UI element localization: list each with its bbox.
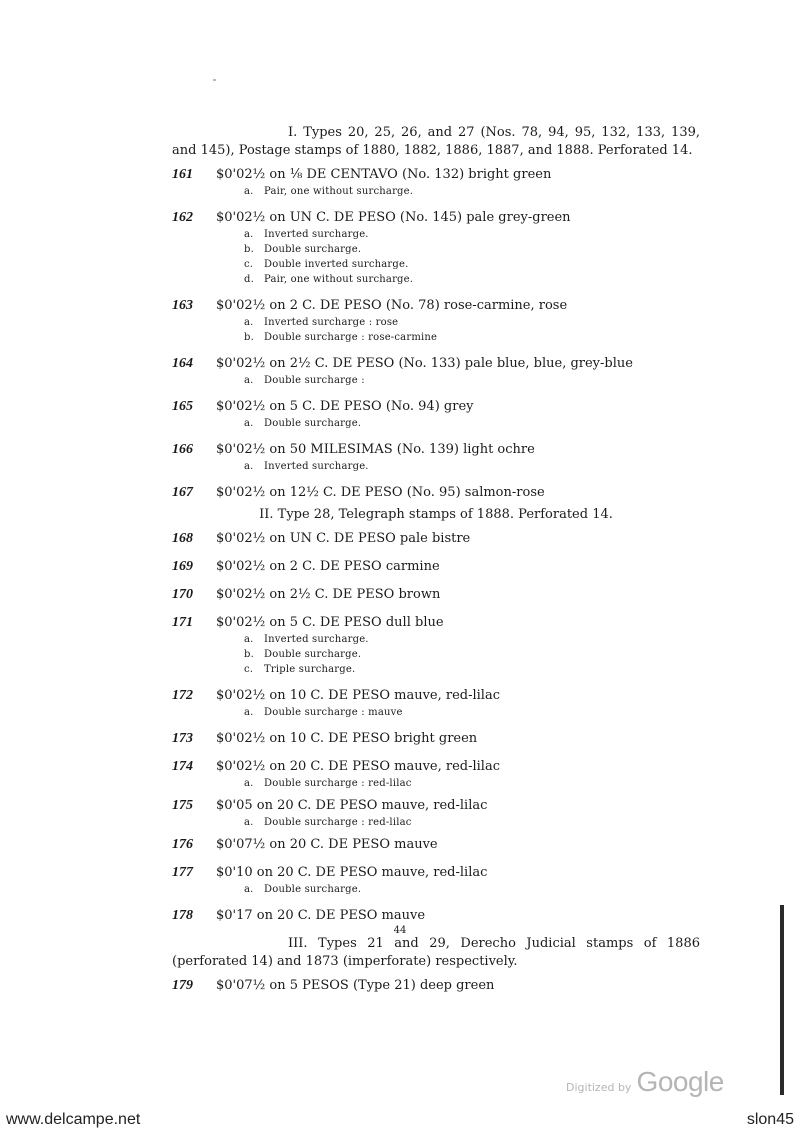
entry-description: $0'02½ on ⅛ DE CENTAVO (No. 132) bright green <box>216 167 552 182</box>
entry-description: $0'02½ on 50 MILESIMAS (No. 139) light ochre <box>216 442 535 457</box>
entry-number: 163 <box>172 298 193 313</box>
page-number: 44 <box>393 925 407 936</box>
entry-number: 175 <box>172 798 193 813</box>
sub-letter: a. <box>244 884 254 895</box>
sub-variety <box>244 184 700 199</box>
entry-number: 176 <box>172 837 193 852</box>
sub-variety <box>244 242 700 257</box>
entry-description: $0'02½ on 5 C. DE PESO dull blue <box>216 615 444 630</box>
sub-text: Triple surcharge. <box>264 664 356 675</box>
sub-text: Inverted surcharge. <box>264 229 369 240</box>
sub-letter: a. <box>244 461 254 472</box>
sub-letter: a. <box>244 317 254 328</box>
catalogue-entry <box>172 730 700 748</box>
sub-letter: b. <box>244 649 254 660</box>
sub-variety <box>244 416 700 431</box>
entry-number: 169 <box>172 559 193 574</box>
sub-variety <box>244 272 700 287</box>
sub-text: Double surcharge : mauve <box>264 707 403 718</box>
catalogue-entry <box>172 441 700 474</box>
entry-description: $0'10 on 20 C. DE PESO mauve, red-lilac <box>216 865 488 880</box>
catalogue-entry <box>172 907 700 925</box>
entry-description: $0'17 on 20 C. DE PESO mauve <box>216 908 426 923</box>
sub-variety <box>244 330 700 345</box>
entry-number: 168 <box>172 531 193 546</box>
section-heading-3: III. Types 21 and 29, Derecho Judicial stamps of 1886 (perforated 14) and 1873 (imperforate) respectively. <box>172 936 700 969</box>
sub-text: Inverted surcharge. <box>264 461 369 472</box>
entry-number: 177 <box>172 865 193 880</box>
section-heading-2: II. Type 28, Telegraph stamps of 1888. Perforated 14. <box>259 507 613 522</box>
sub-variety <box>244 776 700 791</box>
sub-letter: c. <box>244 259 254 270</box>
entry-description: $0'02½ on UN C. DE PESO pale bistre <box>216 531 471 546</box>
sub-variety <box>244 459 700 474</box>
sub-letter: a. <box>244 186 254 197</box>
sub-text: Double surcharge : red-lilac <box>264 817 412 828</box>
sub-letter: a. <box>244 418 254 429</box>
sub-variety <box>244 815 700 830</box>
sub-text: Double inverted surcharge. <box>264 259 409 270</box>
entry-description: $0'02½ on UN C. DE PESO (No. 145) pale grey-green <box>216 210 571 225</box>
sub-variety <box>244 662 700 677</box>
entry-description: $0'05 on 20 C. DE PESO mauve, red-lilac <box>216 798 488 813</box>
sub-text: Double surcharge. <box>264 244 362 255</box>
entry-description: $0'02½ on 2 C. DE PESO carmine <box>216 559 440 574</box>
sub-letter: a. <box>244 817 254 828</box>
entry-description: $0'02½ on 20 C. DE PESO mauve, red-lilac <box>216 759 501 774</box>
sub-text: Double surcharge. <box>264 884 362 895</box>
sub-text: Double surcharge. <box>264 418 362 429</box>
sub-text: Double surcharge : <box>264 375 365 386</box>
catalogue-entry <box>172 687 700 720</box>
sub-text: Double surcharge : red-lilac <box>264 778 412 789</box>
watermark-prefix: Digitized by <box>566 1081 632 1094</box>
sub-variety <box>244 257 700 272</box>
sub-variety <box>244 647 700 662</box>
entry-description: $0'02½ on 10 C. DE PESO mauve, red-lilac <box>216 688 501 703</box>
sub-letter: a. <box>244 778 254 789</box>
entry-description: $0'02½ on 2½ C. DE PESO (No. 133) pale blue, blue, grey-blue <box>216 356 633 371</box>
sub-text: Double surcharge : rose-carmine <box>264 332 438 343</box>
sub-letter: d. <box>244 274 254 285</box>
entry-description: $0'02½ on 12½ C. DE PESO (No. 95) salmon-rose <box>216 485 545 500</box>
sub-variety <box>244 315 700 330</box>
catalogue-entry <box>172 614 700 677</box>
sub-letter: b. <box>244 332 254 343</box>
sub-variety <box>244 705 700 720</box>
entry-number: 172 <box>172 688 193 703</box>
catalogue-entry <box>172 977 700 995</box>
entry-description: $0'07½ on 20 C. DE PESO mauve <box>216 837 438 852</box>
scan-speck <box>213 79 216 81</box>
entry-number: 174 <box>172 759 193 774</box>
entry-number: 166 <box>172 442 193 457</box>
catalogue-entry <box>172 355 700 388</box>
sub-variety <box>244 227 700 242</box>
entry-number: 179 <box>172 978 193 993</box>
digitized-watermark <box>566 1066 724 1098</box>
entry-description: $0'02½ on 2 C. DE PESO (No. 78) rose-carmine, rose <box>216 298 568 313</box>
sub-text: Pair, one without surcharge. <box>264 274 414 285</box>
catalogue-entry <box>172 530 700 548</box>
scan-edge-shadow <box>780 905 784 1095</box>
entry-number: 171 <box>172 615 193 630</box>
entry-number: 162 <box>172 210 193 225</box>
sub-letter: c. <box>244 664 254 675</box>
catalogue-entry <box>172 836 700 854</box>
sub-text: Inverted surcharge : rose <box>264 317 399 328</box>
entry-description: $0'02½ on 10 C. DE PESO bright green <box>216 731 478 746</box>
sub-text: Pair, one without surcharge. <box>264 186 414 197</box>
entry-number: 170 <box>172 587 193 602</box>
sub-letter: a. <box>244 707 254 718</box>
stamp-catalogue-list <box>172 124 700 1005</box>
catalogue-entry <box>172 558 700 576</box>
catalogue-entry <box>172 797 700 830</box>
catalogue-entry <box>172 864 700 897</box>
entry-number: 165 <box>172 399 193 414</box>
catalogue-entry <box>172 209 700 287</box>
entry-description: $0'02½ on 5 C. DE PESO (No. 94) grey <box>216 399 474 414</box>
section-heading-1: I. Types 20, 25, 26, and 27 (Nos. 78, 94, 95, 132, 133, 139, and 145), Postage stamps of 1880, 1882, 1886, 1887, and 1888. Perforated 14. <box>172 125 700 158</box>
catalogue-entry <box>172 166 700 199</box>
seller-watermark: slon45 <box>746 1111 794 1128</box>
entry-number: 164 <box>172 356 193 371</box>
catalogue-entry <box>172 398 700 431</box>
watermark-footer <box>0 1110 800 1132</box>
sub-variety <box>244 882 700 897</box>
sub-text: Double surcharge. <box>264 649 362 660</box>
entry-number: 173 <box>172 731 193 746</box>
sub-letter: b. <box>244 244 254 255</box>
sub-text: Inverted surcharge. <box>264 634 369 645</box>
entry-description: $0'07½ on 5 PESOS (Type 21) deep green <box>216 978 495 993</box>
sub-variety <box>244 373 700 388</box>
sub-letter: a. <box>244 634 254 645</box>
sub-letter: a. <box>244 375 254 386</box>
sub-letter: a. <box>244 229 254 240</box>
site-watermark: www.delcampe.net <box>6 1111 141 1128</box>
entry-number: 167 <box>172 485 193 500</box>
entry-number: 178 <box>172 908 193 923</box>
entry-number: 161 <box>172 167 193 182</box>
google-logo: Google <box>636 1066 724 1097</box>
catalogue-entry <box>172 484 700 502</box>
sub-variety <box>244 632 700 647</box>
catalogue-entry <box>172 586 700 604</box>
catalogue-entry <box>172 297 700 345</box>
entry-description: $0'02½ on 2½ C. DE PESO brown <box>216 587 441 602</box>
catalogue-entry <box>172 758 700 791</box>
